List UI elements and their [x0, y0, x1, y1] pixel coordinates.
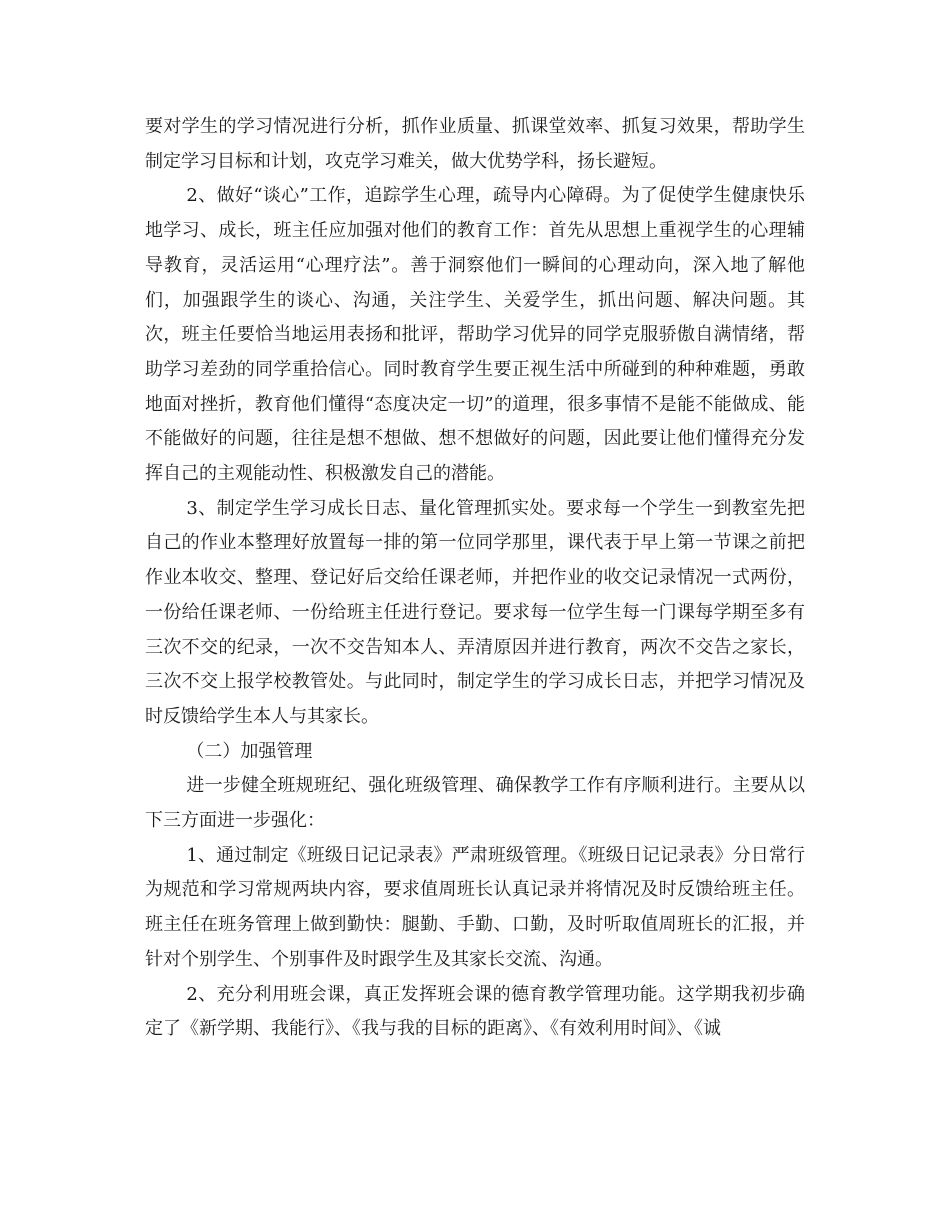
paragraph-item-1-class-diary: 1、通过制定《班级日记记录表》严肃班级管理。《班级日记记录表》分日常行为规范和学习常规两块内容，要求值周班长认真记录并将情况及时反馈给班主任。班主任在班务管理上做到勤快：腿勤、手勤、口勤，及时听取值周班长的汇报，并针对个别学生、个别事件及时跟学生及其家长交流、沟通。	[145, 844, 805, 970]
paragraph-item-2-counseling: 2、做好“谈心”工作，追踪学生心理，疏导内心障碍。为了促使学生健康快乐地学习、成长，班主任应加强对他们的教育工作：首先从思想上重视学生的心理辅导教育，灵活运用“心理疗法”。善于洞察他们一瞬间的心理动向，深入地了解他们，加强跟学生的谈心、沟通，关注学生、关爱学生，抓出问题、解决问题。其次，班主任要恰当地运用表扬和批评，帮助学习优异的同学克服骄傲自满情绪，帮助学习差劲的同学重拾信心。同时教育学生要正视生活中所碰到的种种难题，勇敢地面对挫折，教育他们懂得“态度决定一切”的道理，很多事情不是能不能做成、能不能做好的问题，往往是想不想做、想不想做好的问题，因此要让他们懂得充分发挥自己的主观能动性、积极激发自己的潜能。	[145, 185, 805, 485]
paragraph-continuation: 要对学生的学习情况进行分析，抓作业质量、抓课堂效率、抓复习效果，帮助学生制定学习目标和计划，攻克学习难关，做大优势学科，扬长避短。	[145, 116, 805, 172]
paragraph-item-3-growth-log: 3、制定学生学习成长日志、量化管理抓实处。要求每一个学生一到教室先把自己的作业本整理好放置每一排的第一位同学那里，课代表于早上第一节课之前把作业本收交、整理、登记好后交给任课老师，并把作业的收交记录情况一式两份，一份给任课老师、一份给班主任进行登记。要求每一位学生每一门课每学期至多有三次不交的纪录，一次不交告知本人、弄清原因并进行教育，两次不交告之家长，三次不交上报学校教管处。与此同时，制定学生的学习成长日志，并把学习情况及时反馈给学生本人与其家长。	[145, 497, 805, 727]
paragraph-item-2-class-meeting: 2、充分利用班会课，真正发挥班会课的德育教学管理功能。这学期我初步确定了《新学期、我能行》、《我与我的目标的距离》、《有效利用时间》、《诚	[145, 983, 805, 1040]
document-body	[145, 110, 805, 1047]
paragraph-management-intro: 进一步健全班规班纪、强化班级管理、确保教学工作有序顺利进行。主要从以下三方面进一步强化：	[145, 775, 805, 832]
section-heading-strengthen-management: （二）加强管理	[186, 740, 313, 762]
